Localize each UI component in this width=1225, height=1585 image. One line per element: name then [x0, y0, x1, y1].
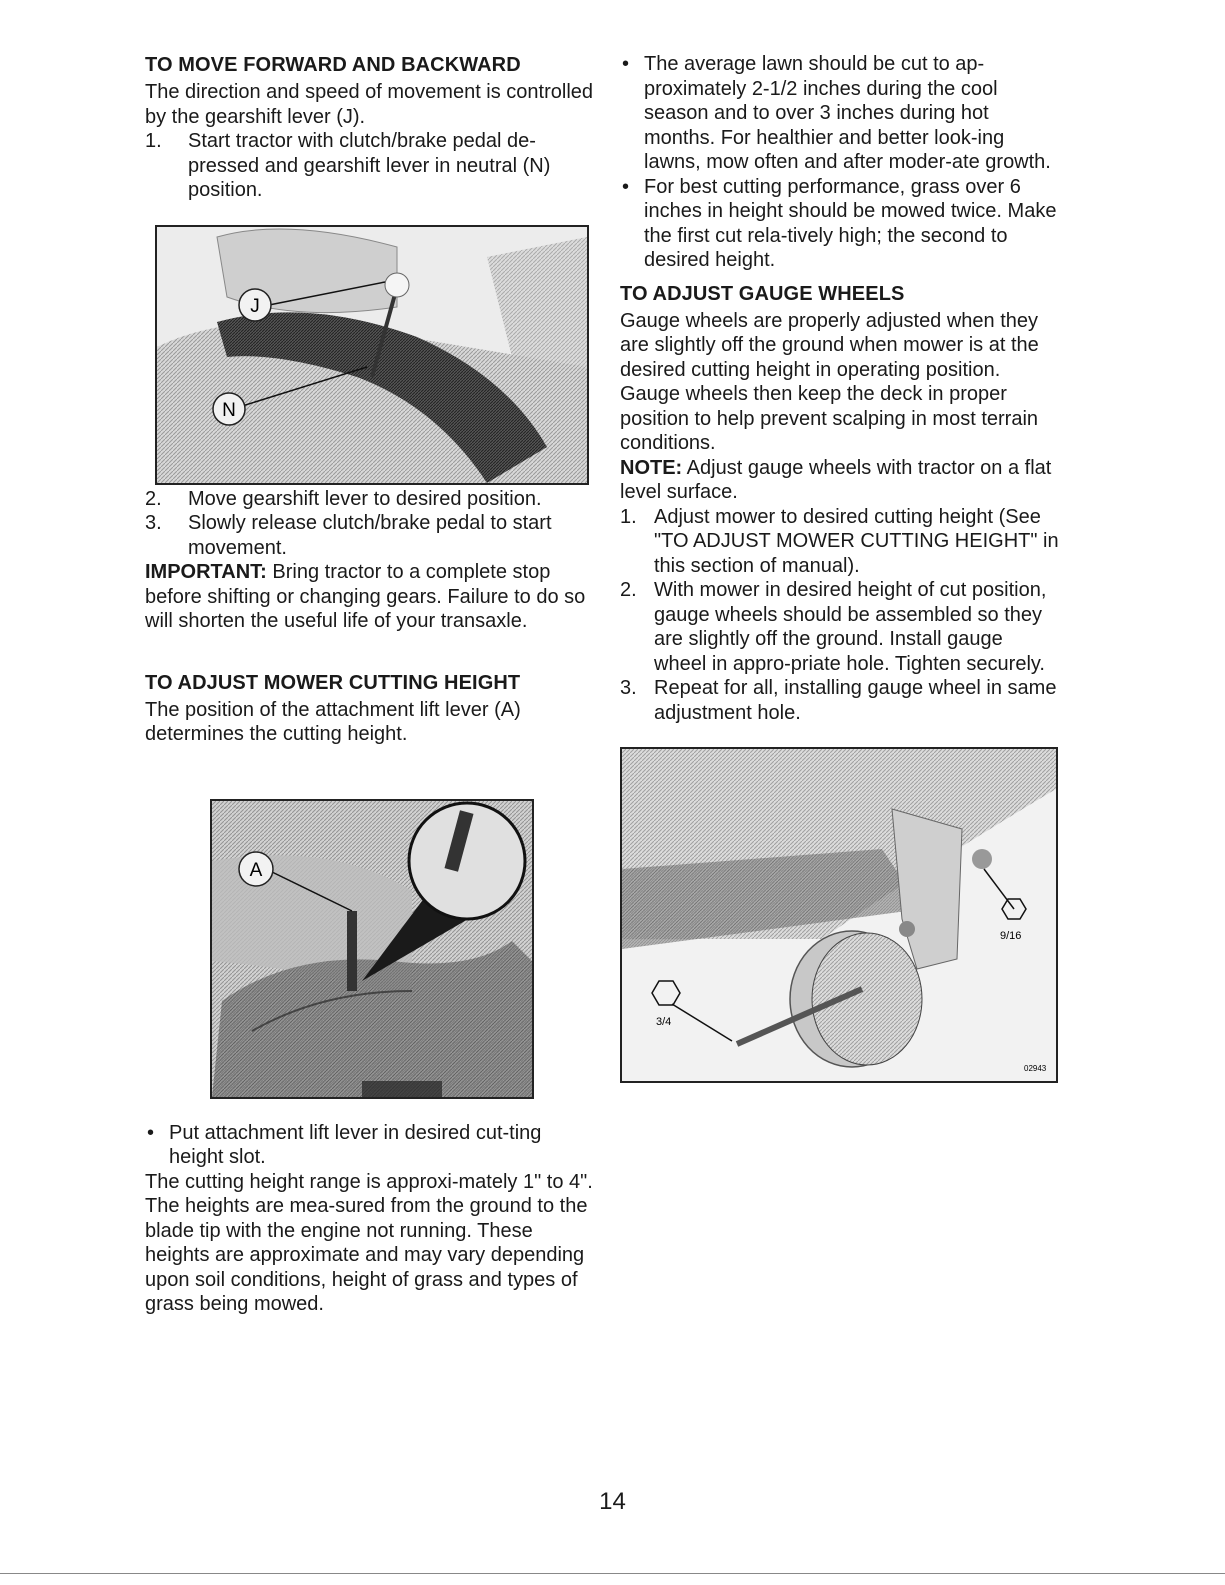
cutting-height-paragraph: The cutting height range is approxi-mately 1" to 4". The heights are mea-sured from the ground to the blade tip with the engine not running. These heights are approximate and may vary depending upon soil conditions, height of grass and types of grass being mowed.: [145, 1170, 593, 1315]
callout-j-label: J: [250, 295, 260, 317]
bullet-mark: •: [622, 175, 630, 198]
callout-a-label: A: [249, 859, 263, 881]
lift-lever-figure: [210, 799, 534, 1099]
callout-n-label: N: [222, 399, 236, 421]
gauge-step-2: [620, 578, 1060, 676]
bottom-rule: [0, 1573, 1225, 1574]
note: [620, 456, 1060, 505]
label-916: 9/16: [1000, 930, 1022, 942]
section-intro-move: The direction and speed of movement is controlled by the gearshift lever (J).: [145, 81, 594, 128]
move-step-2: [145, 487, 595, 512]
move-step-1: [145, 129, 595, 203]
step-text: Slowly release clutch/brake pedal to start movement.: [188, 512, 552, 559]
gearshift-figure: [155, 225, 589, 485]
gauge-step-3: [620, 676, 1060, 725]
note-label: NOTE:: [620, 456, 683, 479]
move-step-3: [145, 511, 595, 560]
step-text: With mower in desired height of cut position, gauge wheels should be assembled so they are slightly off the ground. Install gauge wheel in appro-priate hole. Tighten securely.: [654, 579, 1047, 675]
note-text: Adjust gauge wheels with tractor on a flat level surface.: [620, 456, 1052, 503]
bullet-mark: •: [147, 1121, 155, 1144]
important-label: IMPORTANT:: [145, 561, 267, 583]
left-column: [145, 52, 595, 1317]
gauge-wheel-figure: [620, 747, 1058, 1083]
step-text: Move gearshift lever to desired position.: [188, 487, 542, 510]
step-number: 2.: [145, 487, 162, 510]
step-number: 3.: [145, 512, 162, 534]
right-column: [620, 52, 1060, 1083]
important-note: [145, 560, 595, 634]
step-text: Repeat for all, installing gauge wheel in same adjustment hole.: [654, 677, 1057, 724]
section-title-gauge-wheels: TO ADJUST GAUGE WHEELS: [620, 282, 905, 305]
gauge-steps: [620, 505, 1060, 726]
section-intro-cutting-height: The position of the attachment lift lever (A) determines the cutting height.: [145, 698, 521, 745]
step-text: Start tractor with clutch/brake pedal de-pressed and gearshift lever in neutral (N) position.: [188, 130, 551, 201]
mowing-bullet-1: [620, 52, 1060, 175]
move-steps-a: [145, 129, 595, 203]
step-number: 1.: [620, 505, 637, 528]
bullet-text: The average lawn should be cut to ap-proximately 2-1/2 inches during the cool season and to over 3 inches during hot months. For healthier and better look-ing lawns, mow often and after moder-ate growth.: [644, 53, 1051, 173]
step-number: 3.: [620, 677, 637, 699]
step-number: 1.: [145, 130, 162, 152]
cutting-bullet: [145, 1121, 595, 1170]
move-steps-b: [145, 487, 595, 561]
page-number: 14: [599, 1488, 626, 1515]
mowing-bullets: [620, 52, 1060, 273]
bullet-text: For best cutting performance, grass over 6 inches in height should be mowed twice. Make the first cut rela-tively high; the second to desired height.: [644, 175, 1057, 271]
mowing-bullet-2: [620, 175, 1060, 273]
section-intro-gauge-wheels: Gauge wheels are properly adjusted when they are slightly off the ground when mower is at the desired cutting height in operating position. Gauge wheels then keep the deck in proper position to help prevent scalping in most terrain conditions.: [620, 309, 1039, 454]
step-text: Adjust mower to desired cutting height (See "TO ADJUST MOWER CUTTING HEIGHT" in this section of manual).: [654, 505, 1059, 577]
bullet-text: Put attachment lift lever in desired cut-ting height slot.: [169, 1121, 542, 1168]
label-34: 3/4: [656, 1016, 672, 1028]
important-text: Bring tractor to a complete stop before shifting or changing gears. Failure to do so will shorten the useful life of your transaxle.: [145, 561, 586, 632]
section-title-cutting-height: TO ADJUST MOWER CUTTING HEIGHT: [145, 671, 521, 694]
bullet-mark: •: [622, 53, 630, 75]
figure-code: 02943: [1024, 1064, 1047, 1073]
gauge-step-1: [620, 505, 1060, 579]
section-title-move: TO MOVE FORWARD AND BACKWARD: [145, 54, 521, 76]
step-number: 2.: [620, 579, 637, 601]
cutting-bullets: [145, 1121, 595, 1170]
